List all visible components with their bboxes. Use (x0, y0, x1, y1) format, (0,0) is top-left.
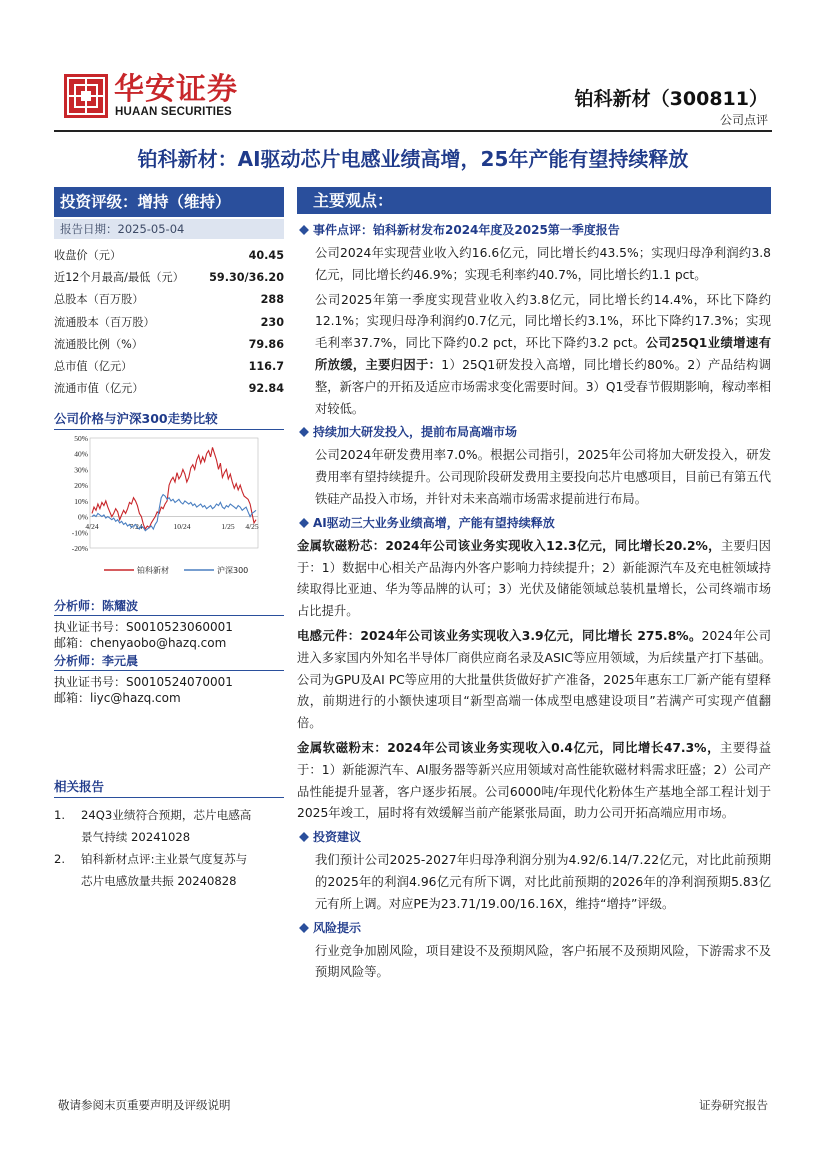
report-title: 铂科新材：AI驱动芯片电感业绩高增，25年产能有望持续释放 (137, 147, 689, 171)
sections-container (297, 220, 771, 984)
analyst-email: 邮箱：chenyaobo@hazq.com (54, 636, 227, 651)
related-report-line: 24Q3业绩符合预期，芯片电感高 (81, 808, 252, 823)
main-points-header: 主要观点： (297, 187, 771, 214)
analyst-name: 分析师：陈耀波 (54, 596, 284, 616)
paragraph-text: 公司2025年第一季度实现营业收入约3.8亿元，同比增长约14.4%，环比下降约12.1%；实现归母净利润约0.7亿元，同比增长约3.1%，环比下降约17.3%；实现毛利率37.7%，同比下降约0.2 pct，环比下降约3.2 pct。 (315, 292, 771, 351)
report-type: 公司点评 (719, 113, 768, 127)
metric-value: 230 (260, 315, 284, 329)
section-heading: 持续加大研发投入，提前布局高端市场 (297, 422, 771, 442)
metric-row (54, 334, 284, 356)
metric-row (54, 267, 284, 289)
section-paragraph (297, 290, 771, 421)
metric-label: 流通市值（亿元） (54, 382, 144, 396)
metric-value: 59.30/36.20 (209, 271, 284, 285)
x-tick-label: 1/25 (221, 522, 235, 532)
stock-name: 铂科新材（300811） (574, 88, 768, 110)
metric-label: 总股本（百万股） (54, 293, 144, 307)
date-value: 2025-05-04 (117, 222, 185, 236)
section-paragraph (297, 626, 771, 735)
footer-disclaimer: 敬请参阅末页重要声明及评级说明 (58, 1098, 231, 1112)
y-tick-label: 40% (74, 450, 88, 460)
metric-label: 收盘价（元） (54, 249, 122, 262)
paragraph-tail-text: 1）25Q1研发投入高增，同比增长约80%。2）产品结构调整，新客户的开拓及适应市场需求变化需要时间。3）Q1受春节假期影响，稼动率相对较低。 (315, 357, 771, 416)
metric-label: 流通股比例（%） (54, 337, 143, 351)
paragraph-text: 公司2024年实现营业收入约16.6亿元，同比增长约43.5%；实现归母净利润约3.8亿元，同比增长约46.9%；实现毛利率约40.7%，同比增长约1.1 pct。 (315, 246, 771, 282)
metric-label: 总市值（亿元） (54, 359, 133, 373)
metrics-table (54, 245, 284, 400)
related-reports-title: 相关报告 (54, 776, 284, 798)
metric-row (54, 289, 284, 311)
section-paragraph (297, 738, 771, 825)
y-tick-label: 20% (74, 481, 88, 491)
metric-row (54, 378, 284, 400)
metric-row (54, 312, 284, 334)
rating-banner: 投资评级：增持（维持） (54, 187, 284, 217)
footer-label: 证券研究报告 (699, 1098, 768, 1112)
legend-label: 铂科新材 (137, 566, 169, 576)
paragraph-text: 主要归因于：1）数据中心相关产品海内外客户影响力持续提升；2）新能源汽车及充电桩领域持续取得比亚迪、华为等品牌的认可；3）光伏及储能领域总装机量增长，公司终端市场占比提升。 (297, 538, 771, 619)
price-chart-svg (54, 430, 284, 582)
metric-value: 40.45 (248, 249, 284, 262)
chart-title: 公司价格与沪深300走势比较 (54, 408, 284, 430)
section-heading: 风险提示 (297, 918, 771, 938)
company-logo (64, 74, 254, 120)
main-content (297, 187, 771, 984)
metric-value: 79.86 (248, 337, 284, 351)
section-paragraph (297, 941, 771, 985)
x-tick-label: 7/24 (129, 522, 143, 532)
section-paragraph (297, 850, 771, 915)
metric-value: 116.7 (248, 359, 284, 373)
plot-frame (90, 438, 258, 548)
related-report-line: 芯片电感放量共振 20240828 (81, 874, 237, 889)
related-report-number: 1. (54, 808, 66, 823)
metric-row (54, 356, 284, 378)
y-tick-label: 10% (74, 497, 88, 507)
related-report-item (54, 804, 284, 848)
y-tick-label: 50% (74, 434, 88, 444)
paragraph-text: 我们预计公司2025-2027年归母净利润分别为4.92/6.14/7.22亿元，对比此前预期的2025年的利润4.96亿元有所下调，对比此前预期的2026年的净利润预期5.83亿元有所上调。对应PE为23.71/19.00/16.16X，维持“增持”评级。 (315, 853, 771, 911)
related-reports-list (54, 804, 284, 892)
section-paragraph (297, 536, 771, 623)
paragraph-text: 2024年公司进入多家国内外知名半导体厂商供应商名录及ASIC等应用领域，为后续量产打下基础。公司为GPU及AI PC等应用的大批量供货做好扩产准备，2025年惠东工厂新产能有望释放，前期进行的小额快速项目“新型高端一体成型电感建设项目”若满产可实现产值翻倍。 (297, 628, 772, 731)
legend-label: 沪深300 (217, 566, 249, 576)
paragraph-bold-lead: 电感元件：2024年公司该业务实现收入3.9亿元，同比增长 275.8%。 (297, 628, 702, 643)
header-divider (54, 130, 772, 132)
seal-icon (64, 74, 108, 118)
related-report-line: 铂科新材点评:主业景气度复苏与 (81, 852, 248, 867)
analyst-email: 邮箱：liyc@hazq.com (54, 691, 181, 706)
report-date (54, 219, 284, 239)
analyst-name: 分析师：李元晨 (54, 651, 284, 671)
paragraph-bold-lead: 金属软磁粉末：2024年公司该业务实现收入0.4亿元，同比增长47.3%， (297, 740, 720, 755)
metric-label: 流通股本（百万股） (54, 315, 155, 329)
section-heading: AI驱动三大业务业绩高增，产能有望持续释放 (297, 513, 771, 533)
analysts-section (54, 596, 284, 706)
y-tick-label: 30% (74, 465, 88, 475)
y-tick-label: -20% (71, 544, 88, 554)
x-tick-label: 4/24 (85, 522, 99, 532)
analyst-cert: 执业证书号：S0010523060001 (54, 620, 233, 635)
y-tick-label: -10% (71, 528, 88, 538)
analyst-cert: 执业证书号：S0010524070001 (54, 675, 233, 690)
paragraph-bold-lead: 金属软磁粉芯：2024年公司该业务实现收入12.3亿元，同比增长20.2%， (297, 538, 721, 553)
x-tick-label: 4/25 (245, 522, 259, 532)
metric-label: 近12个月最高/最低（元） (54, 271, 184, 285)
section-paragraph (297, 445, 771, 510)
logo-english-text: HUAAN SECURITIES (115, 106, 232, 118)
related-report-number: 2. (54, 852, 66, 867)
logo-chinese-text: 华安证券 (114, 72, 238, 107)
series-line-company (92, 448, 256, 530)
paragraph-text: 行业竞争加剧风险，项目建设不及预期风险，客户拓展不及预期风险，下游需求不及预期风险等。 (315, 943, 771, 980)
paragraph-text: 公司2024年研发费用率7.0%。根据公司指引，2025年公司将加大研发投入，研发费用率有望持续提升。公司现阶段研发费用主要投向芯片电感项目，目前已有第五代铁硅产品投入市场，并针对未来高端市场需求提前进行布局。 (315, 448, 771, 506)
section-heading: 投资建议 (297, 827, 771, 847)
related-report-item (54, 848, 284, 892)
metric-row (54, 245, 284, 267)
related-report-line: 景气持续 20241028 (81, 830, 191, 845)
paragraph-text: 主要得益于：1）新能源汽车、AI服务器等新兴应用领域对高性能软磁材料需求旺盛；2）公司产品性能提升显著，客户逐步拓展。公司6000吨/年现代化粉体生产基地全部工程计划于2025年竣工，届时将有效缓解当前产能紧张局面，助力公司开拓高端应用市场。 (297, 740, 771, 821)
paragraph-bold-text: 公司25Q1业绩增速有所放缓，主要归因于： (315, 336, 772, 372)
metric-value: 288 (260, 293, 284, 307)
date-label: 报告日期： (60, 222, 118, 236)
metric-value: 92.84 (248, 382, 284, 396)
left-sidebar (54, 187, 284, 892)
y-tick-label: 0% (78, 512, 88, 522)
price-chart (54, 430, 284, 582)
x-tick-label: 10/24 (173, 522, 191, 532)
section-heading: 事件点评：铂科新材发布2024年度及2025第一季度报告 (297, 220, 771, 240)
section-paragraph (297, 243, 771, 287)
